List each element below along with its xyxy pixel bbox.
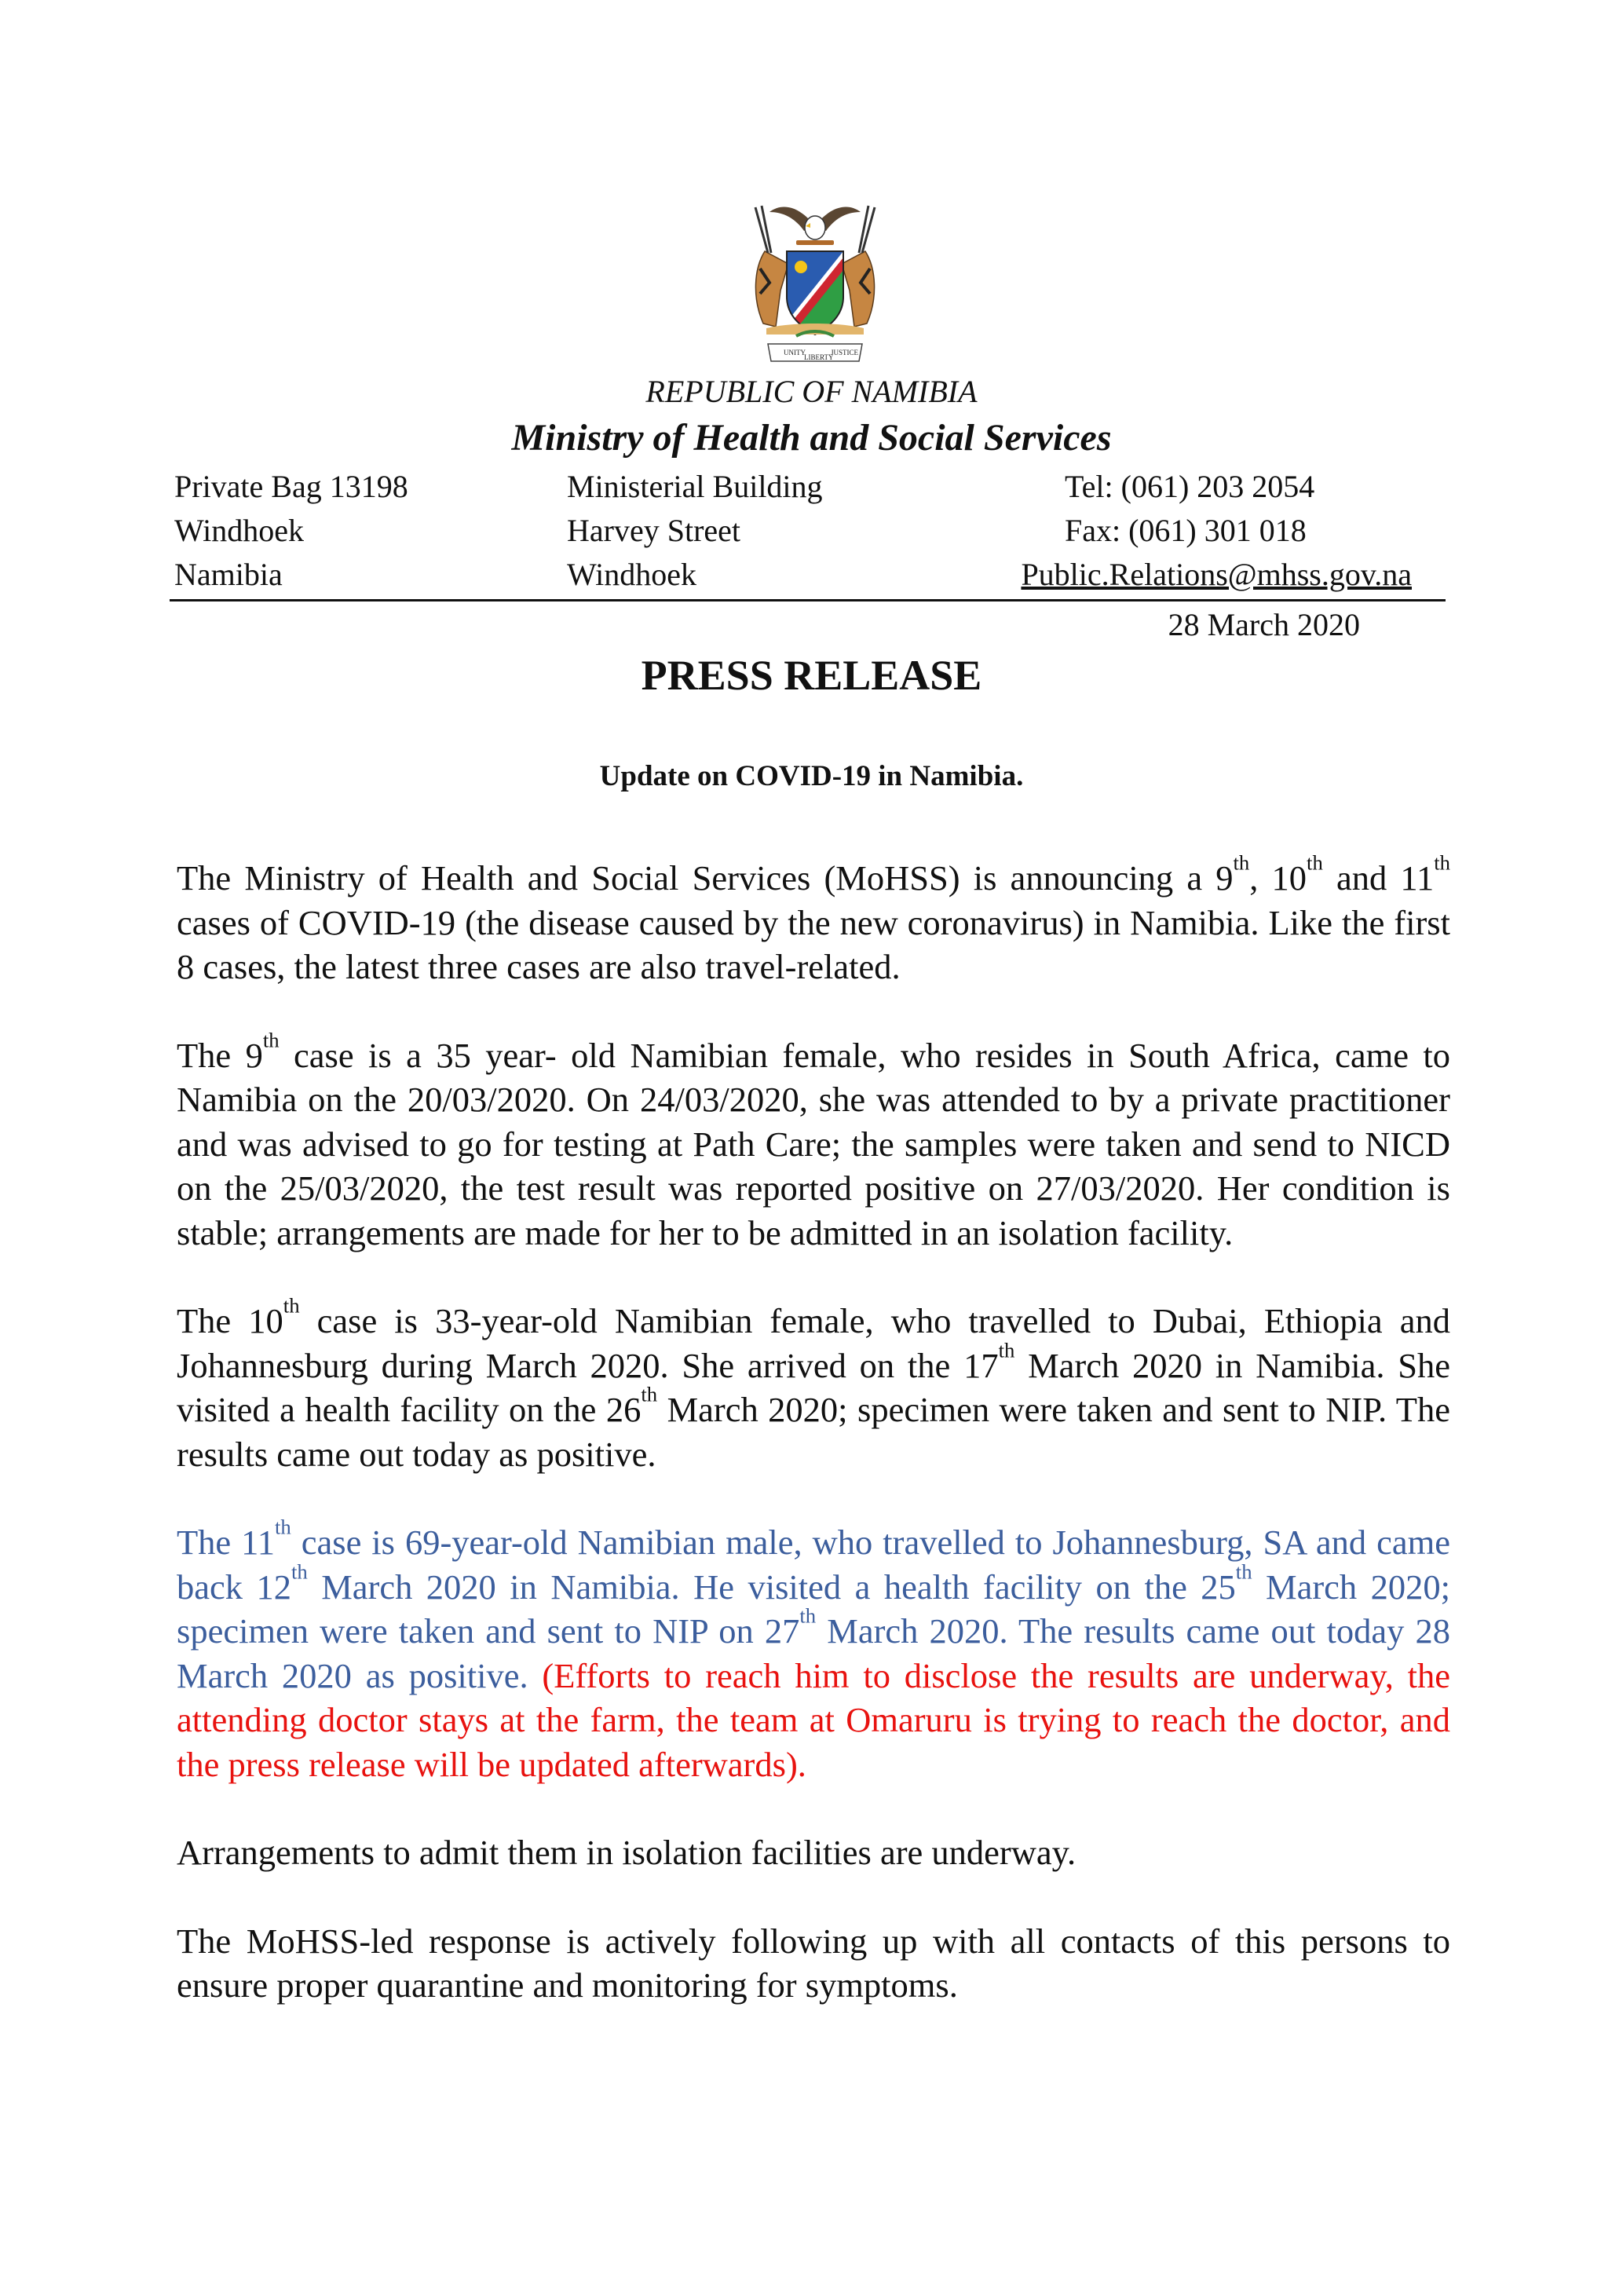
republic-heading: REPUBLIC OF NAMIBIA [645,374,978,409]
paragraph-intro: The Ministry of Health and Social Services (MoHSS) is announcing a 9th, 10th and 11th cases of COVID-19 (the disease caused by the new coronavirus) in Namibia. Like the first 8 cases, the latest three cases are also travel-related. [177,850,1450,986]
paragraph-case-10: The 10th case is 33-year-old Namibian female, who travelled to Dubai, Ethiopia and Johannesburg during March 2020. She arrived on the 17th March 2020 in Namibia. She visited a health facility on the 26th March 2020; specimen were taken and sent to NIP. The results came out today as positive. [177,1293,1451,1474]
address-physical [567,465,823,597]
paragraph-arrangements: Arrangements to admit them in isolation facilities are underway. [177,1833,1077,1872]
address-line: Private Bag 13198 [174,469,408,504]
address-line: Namibia [174,557,283,592]
address-line: Harvey Street [567,513,741,548]
tel-number: Tel: (061) 203 2054 [1065,469,1315,504]
ministry-heading: Ministry of Health and Social Services [511,417,1112,459]
page-subtitle: Update on COVID-19 in Namibia. [599,760,1024,792]
header-divider [170,599,1446,601]
release-body [177,850,1451,2052]
address-line: Ministerial Building [567,469,823,504]
fax-number: Fax: (061) 301 018 [1065,513,1307,548]
address-contact [967,465,1412,597]
email-link[interactable]: Public.Relations@mhss.gov.na [1021,557,1412,592]
address-line: Windhoek [174,513,305,548]
release-date: 28 March 2020 [1168,607,1360,642]
paragraph-case-9: The 9th case is a 35 year- old Namibian female, who resides in South Africa, came to Namibia on the 20/03/2020. On 24/03/2020, she was attended to by a private practitioner and was advised to go for testing at Path Care; the samples were taken and send to NICD on the 25/03/2020, the test result was reported positive on 27/03/2020. Her condition is stable; arrangements are made for her to be admitted in an isolation facility. [177,1028,1450,1252]
case-11-note: (Efforts to reach him to disclose the results are underway, the attending doctor stays at the farm, the team at Omaruru is trying to reach the doctor, and the press release will be updated afterwards). [177,1655,1450,1784]
paragraph-case-11: The 11th case is 69-year-old Namibian male, who travelled to Johannesburg, SA and came back 12th March 2020 in Namibia. He visited a health facility on the 25th March 2020; specimen were taken and sent to NIP on 27th March 2020. The results came out today 28 March 2020 as positive. (Efforts to reach him to disclose the results are underway, the attending doctor stays at the farm, the team at Omaruru is trying to reach the doctor, and the press release will be updated afterwards). [177,1515,1450,1784]
address-line: Windhoek [567,557,697,592]
motto-justice: JUSTICE [831,349,859,356]
address-postal [174,465,408,597]
namibia-coat-of-arms-icon [721,196,909,369]
page-title: PRESS RELEASE [641,652,982,699]
motto-liberty: LIBERTY [804,353,834,361]
paragraph-response: The MoHSS-led response is actively following up with all contacts of this persons to ensure proper quarantine and monitoring for symptoms. [177,1921,1450,2005]
motto-unity: UNITY [784,349,806,356]
